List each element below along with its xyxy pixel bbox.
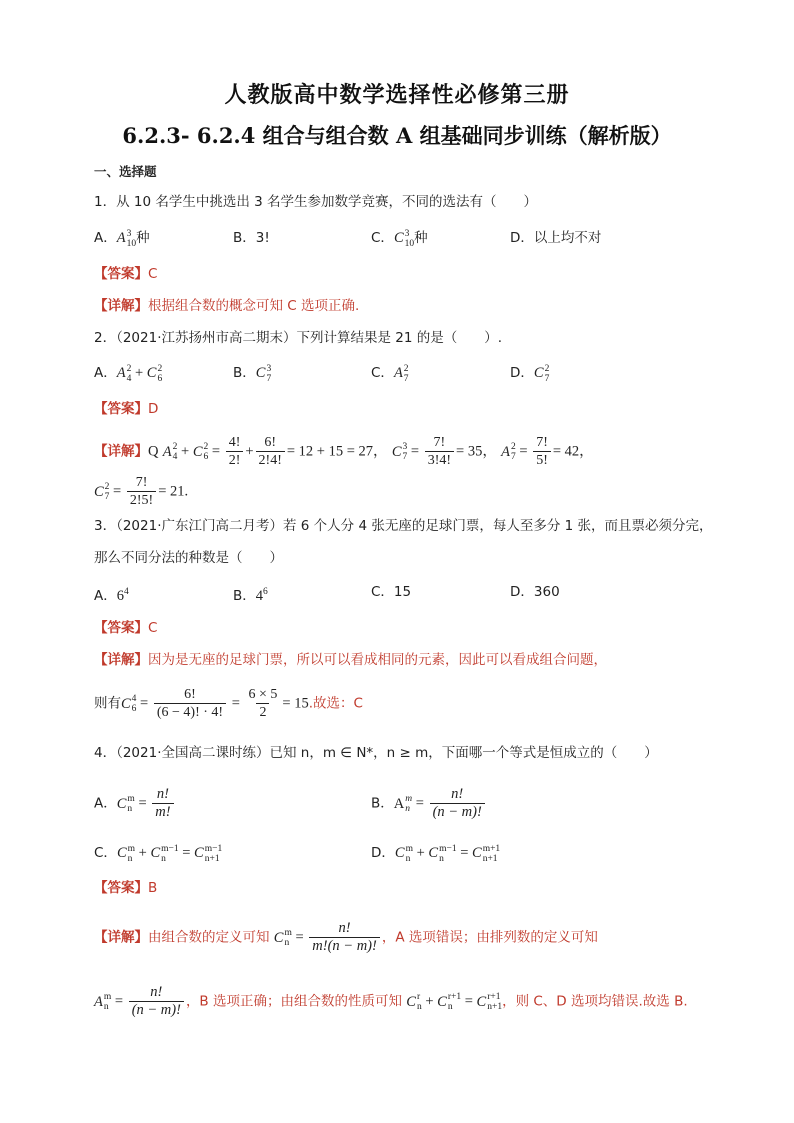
q4-detail-line2: A m n = $\frac{n!}{(n - m)!}$ ，B 选项正确；由组合数的性质可知 C r n + C r+1 n = C r+1 n+1 ，则 C、D 选项均错误.故选 B. bbox=[94, 984, 688, 1018]
q2-option-d[interactable]: D．C 2 7 bbox=[510, 363, 550, 384]
section-heading: 一、选择题 bbox=[94, 164, 157, 179]
q2-detail: 【详解】Q A 2 4 + C 2 6 = $\frac{4!}{2!}$ + $\frac{6!}{2!4!}$ = 12 + 15 = 27， C 3 7 = $\frac{7!}{3!4!}$ = 35， A 2 7 = $\frac{7!}{5!}$ = 42， bbox=[94, 435, 594, 468]
page-subtitle: 6.2.3- 6.2.4 组合与组合数 A 组基础同步训练（解析版） bbox=[122, 123, 672, 148]
q4-answer: 【答案】B bbox=[94, 880, 158, 896]
q4-detail: 【详解】由组合数的定义可知 C m n = $\frac{n!}{m!(n - m)!}$ ，A 选项错误；由排列数的定义可知 bbox=[94, 920, 598, 954]
q1-option-b[interactable]: B．3! bbox=[233, 230, 270, 246]
q2-detail-line2: C 2 7 = $\frac{7!}{2!5!}$ = 21. bbox=[94, 475, 189, 508]
q2-option-a[interactable]: A．A 2 4 + C 2 6 bbox=[94, 363, 163, 384]
q4-option-a[interactable]: A．C m n = $\frac{n!}{m!}$ bbox=[94, 786, 176, 821]
q3-detail: 【详解】因为是无座的足球门票，所以可以看成相同的元素，因此可以看成组合问题， bbox=[94, 652, 607, 668]
q3-answer: 【答案】C bbox=[94, 620, 158, 636]
q4-stem: 4．（2021·全国高二课时练）已知 n，m ∈ N*，n ≥ m，下面哪一个等式是恒成立的（ ） bbox=[94, 745, 658, 761]
q1-option-a[interactable]: A．A 3 10 种 bbox=[94, 228, 150, 249]
q3-option-b[interactable]: B．$4^6$ bbox=[233, 587, 268, 604]
q1-option-d[interactable]: D．以上均不对 bbox=[510, 230, 602, 246]
q4-option-b[interactable]: B．A m n = $\frac{n!}{(n - m)!}$ bbox=[371, 786, 487, 821]
q4-option-d[interactable]: D．C m n + C m−1 n = C m+1 n+1 bbox=[371, 843, 501, 864]
q1-answer: 【答案】C bbox=[94, 266, 158, 282]
q1-stem: 1．从 10 名学生中挑选出 3 名学生参加数学竞赛，不同的选法有（ ） bbox=[94, 194, 538, 210]
q2-stem: 2．（2021·江苏扬州市高二期末）下列计算结果是 21 的是（ ）. bbox=[94, 330, 503, 346]
q3-stem-line1: 3．（2021·广东江门高二月考）若 6 个人分 4 张无座的足球门票，每人至多分 1 张，而且票必须分完， bbox=[94, 518, 713, 534]
page-title: 人教版高中数学选择性必修第三册 bbox=[224, 82, 570, 108]
q3-option-a[interactable]: A．$6^4$ bbox=[94, 587, 129, 604]
q2-option-c[interactable]: C．A 2 7 bbox=[371, 363, 409, 384]
q3-option-c[interactable]: C．15 bbox=[371, 584, 412, 600]
q1-option-c[interactable]: C．C 3 10 种 bbox=[371, 228, 428, 249]
q3-option-d[interactable]: D．360 bbox=[510, 584, 560, 600]
q3-detail-line2: 则有C 4 6 = $\frac{6!}{(6 - 4)! \cdot 4!}$ = $\frac{6 \times 5}{2}$ = 15.故选：C bbox=[94, 687, 363, 720]
q1-detail: 【详解】根据组合数的概念可知 C 选项正确. bbox=[94, 298, 360, 314]
q4-option-c[interactable]: C．C m n + C m−1 n = C m−1 n+1 bbox=[94, 843, 223, 864]
q2-answer: 【答案】D bbox=[94, 401, 159, 417]
q3-stem-line2: 那么不同分法的种数是（ ） bbox=[94, 550, 283, 566]
q2-option-b[interactable]: B．C 3 7 bbox=[233, 363, 272, 384]
